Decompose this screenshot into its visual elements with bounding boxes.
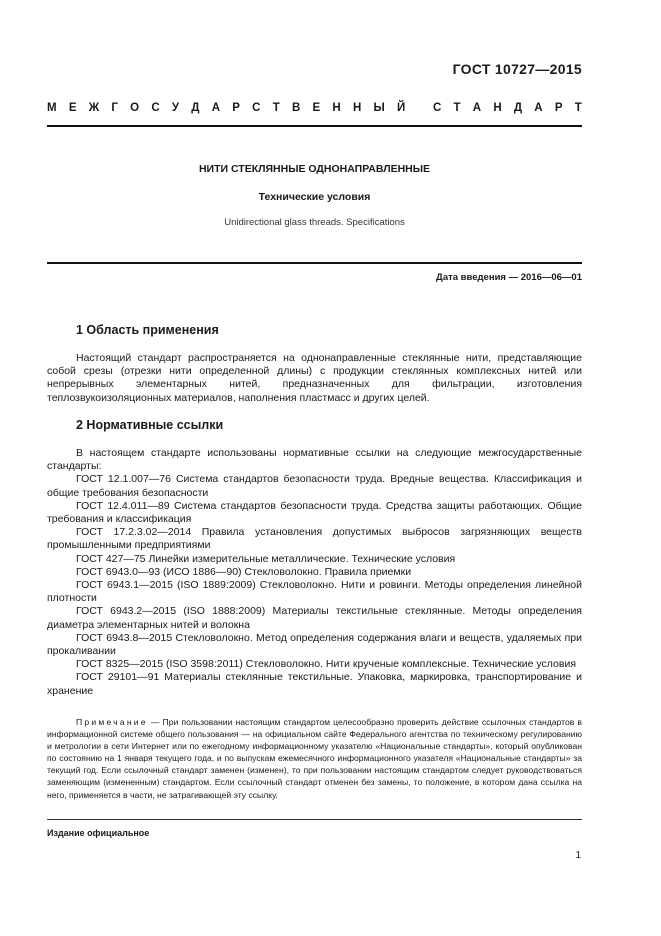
note-text: — При пользовании настоящим стандартом целесообразно проверить действие ссылочных стандартов в информационной системе общего пользования — на официальном сайте Федерального агентства по техническому регулированию и метрологии в сети Интернет или по ежегодному информационному указателю «Национальные стандарты», который опубликован по состоянию на 1 января текущего года, и по выпускам ежемесячного информационного указателя «Национальные стандарты» за текущий год. Если ссылочный стандарт заменен (изменен), то при пользовании настоящим стандартом следует руководствоваться заменяющим (измененным) стандартом. Если ссылочный стандарт отменен без замены, то положение, в котором дана ссылка на него, применяется в части, не затрагивающей эту ссылку. bbox=[47, 717, 582, 800]
edition-label: Издание официальное bbox=[47, 828, 150, 838]
banner-letter: А bbox=[534, 102, 543, 114]
banner-letter: Ж bbox=[88, 102, 100, 114]
reference-item: ГОСТ 29101—91 Материалы стеклянные текстильные. Упаковка, маркировка, транспортирование и хранение bbox=[47, 671, 582, 697]
section-2-heading: 2 Нормативные ссылки bbox=[76, 418, 224, 432]
paragraph: Настоящий стандарт распространяется на однонаправленные стеклянные нити, представляющие собой срезы (отрезки нити определенной длины) с продукции стеклянных комплексных нитей или непрерывных элементарных нитей, предназначенных для фильтрации, изготовления теплозвукоизоляционных материалов, наполнения пластмасс и других целей. bbox=[47, 352, 582, 404]
reference-item: ГОСТ 12.4.011—89 Система стандартов безопасности труда. Средства защиты работающих. Общие требования и классификация bbox=[47, 499, 582, 526]
banner-letter: Д bbox=[191, 102, 200, 114]
banner-letter: С bbox=[252, 102, 261, 114]
banner-letter: С bbox=[432, 102, 442, 114]
reference-item: ГОСТ 6943.1—2015 (ISO 1889:2009) Стекловолокно. Нити и ровинги. Методы определения линейной плотности bbox=[47, 579, 582, 605]
banner-letter: Т bbox=[574, 102, 582, 114]
banner-letter: В bbox=[291, 102, 301, 114]
banner-letter: М bbox=[47, 102, 57, 114]
banner-letter: Н bbox=[352, 102, 362, 114]
standard-number: ГОСТ 10727—2015 bbox=[452, 61, 582, 77]
reference-item: ГОСТ 6943.0—93 (ИСО 1886—90) Стекловолокно. Правила приемки bbox=[76, 565, 412, 578]
banner-letter: Г bbox=[111, 102, 118, 114]
reference-item: ГОСТ 6943.2—2015 (ISO 1888:2009) Материалы текстильные стеклянные. Методы определения диаметра элементарных нитей и волокна bbox=[47, 605, 582, 631]
document-title-english: Unidirectional glass threads. Specifications bbox=[224, 217, 405, 228]
banner-letter: Е bbox=[68, 102, 77, 114]
banner-letter: А bbox=[472, 102, 482, 114]
banner-letter: Р bbox=[554, 102, 563, 114]
banner-letter: Р bbox=[232, 102, 240, 114]
banner-letter: А bbox=[211, 102, 221, 114]
reference-item: ГОСТ 17.2.3.02—2014 Правила установления допустимых выбросов загрязняющих веществ промышленными предприятиями bbox=[47, 526, 582, 552]
section-2-body bbox=[47, 447, 582, 698]
title-rule bbox=[47, 262, 582, 264]
banner-letter: Й bbox=[397, 102, 406, 114]
page-number: 1 bbox=[575, 850, 581, 861]
banner-letter: О bbox=[130, 102, 140, 114]
header-rule bbox=[47, 125, 582, 127]
reference-item: ГОСТ 12.1.007—76 Система стандартов безопасности труда. Вредные вещества. Классификация и общие требования безопасности bbox=[47, 473, 582, 499]
document-title: НИТИ СТЕКЛЯННЫЕ ОДНОНАПРАВЛЕННЫЕ bbox=[198, 163, 431, 175]
banner-letter: Ы bbox=[373, 102, 385, 114]
banner-letter: С bbox=[151, 102, 160, 114]
banner-letter: Н bbox=[332, 102, 341, 114]
section-1-body bbox=[47, 352, 582, 405]
footer-rule bbox=[47, 819, 582, 820]
note bbox=[47, 716, 582, 801]
banner-letter: Т bbox=[453, 102, 461, 114]
banner-letter: Е bbox=[312, 102, 321, 114]
interstate-standard-banner bbox=[47, 102, 582, 114]
section-1-heading: 1 Область применения bbox=[76, 323, 219, 337]
banner-letter: У bbox=[171, 102, 180, 114]
reference-item: ГОСТ 427—75 Линейки измерительные металлические. Технические условия bbox=[76, 552, 456, 565]
paragraph: В настоящем стандарте использованы нормативные ссылки на следующие межгосударственные стандарты: bbox=[47, 447, 582, 473]
banner-letter: Н bbox=[493, 102, 502, 114]
note-label: Примечание bbox=[76, 717, 148, 727]
banner-letter: Т bbox=[272, 102, 280, 114]
introduction-date: Дата введения — 2016—06—01 bbox=[436, 272, 582, 283]
document-subtitle: Технические условия bbox=[258, 191, 371, 203]
reference-item: ГОСТ 8325—2015 (ISO 3598:2011) Стекловолокно. Нити крученые комплексные. Технические условия bbox=[76, 658, 577, 671]
banner-letter bbox=[418, 102, 421, 114]
reference-item: ГОСТ 6943.8—2015 Стекловолокно. Метод определения содержания влаги и веществ, удаляемых при прокаливании bbox=[47, 631, 582, 658]
banner-letter: Д bbox=[513, 102, 523, 114]
